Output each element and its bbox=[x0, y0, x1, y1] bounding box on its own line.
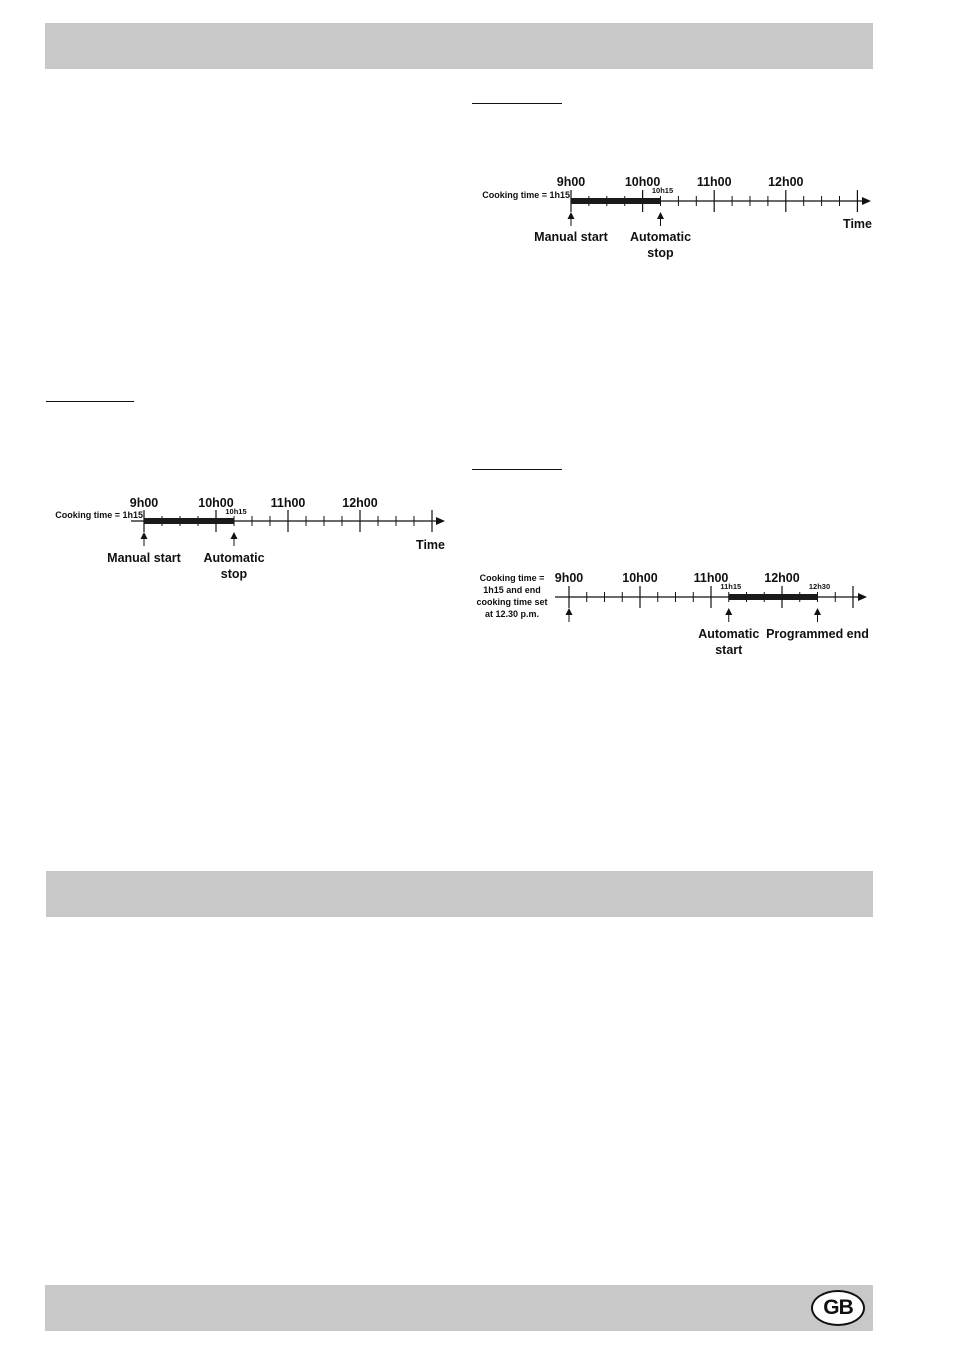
cooking-period-bar bbox=[729, 594, 818, 600]
marker-caption: stop bbox=[220, 567, 248, 581]
hour-label: 9h00 bbox=[129, 496, 159, 510]
hour-label: 10h00 bbox=[622, 571, 658, 585]
cooking-time-note: Cooking time = 1h15 bbox=[482, 190, 570, 200]
hour-label: 12h00 bbox=[342, 496, 378, 510]
marker-caption: Automatic bbox=[629, 230, 692, 244]
marker-caption: Automatic bbox=[203, 551, 265, 565]
cooking-time-note: Cooking time = bbox=[479, 573, 545, 583]
hour-label: 9h00 bbox=[554, 571, 584, 585]
hour-label: 11h00 bbox=[270, 496, 306, 510]
cooking-time-note: Cooking time = 1h15 bbox=[55, 510, 143, 520]
hour-label: 9h00 bbox=[556, 175, 586, 189]
hour-label: 10h00 bbox=[624, 175, 661, 189]
marker-caption: Manual start bbox=[534, 230, 608, 244]
small-time-label: 10h15 bbox=[651, 186, 674, 195]
axis-label-time: Time bbox=[843, 217, 872, 231]
hour-label: 12h00 bbox=[764, 571, 800, 585]
axis-arrowhead bbox=[858, 593, 867, 601]
marker-arrowhead bbox=[814, 608, 821, 615]
hour-label: 12h00 bbox=[768, 175, 804, 189]
small-time-label: 11h15 bbox=[720, 582, 742, 591]
cooking-time-note: 1h15 and end bbox=[483, 585, 541, 595]
country-badge: GB bbox=[811, 1290, 865, 1326]
marker-caption: stop bbox=[647, 246, 674, 260]
cooking-time-note: at 12.30 p.m. bbox=[484, 609, 540, 619]
marker-caption: start bbox=[715, 643, 743, 657]
marker-arrowhead bbox=[725, 608, 732, 615]
marker-caption: Automatic bbox=[698, 627, 760, 641]
marker-arrowhead bbox=[566, 608, 573, 615]
hour-label: 11h00 bbox=[693, 571, 729, 585]
marker-caption: Programmed end bbox=[766, 627, 869, 641]
hour-label: 11h00 bbox=[696, 175, 732, 189]
small-time-label: 12h30 bbox=[808, 582, 831, 591]
hour-label: 10h00 bbox=[198, 496, 234, 510]
small-time-label: 10h15 bbox=[225, 507, 247, 516]
marker-caption: Manual start bbox=[107, 551, 181, 565]
cooking-time-note: cooking time set bbox=[476, 597, 548, 607]
axis-label-time: Time bbox=[416, 538, 445, 552]
